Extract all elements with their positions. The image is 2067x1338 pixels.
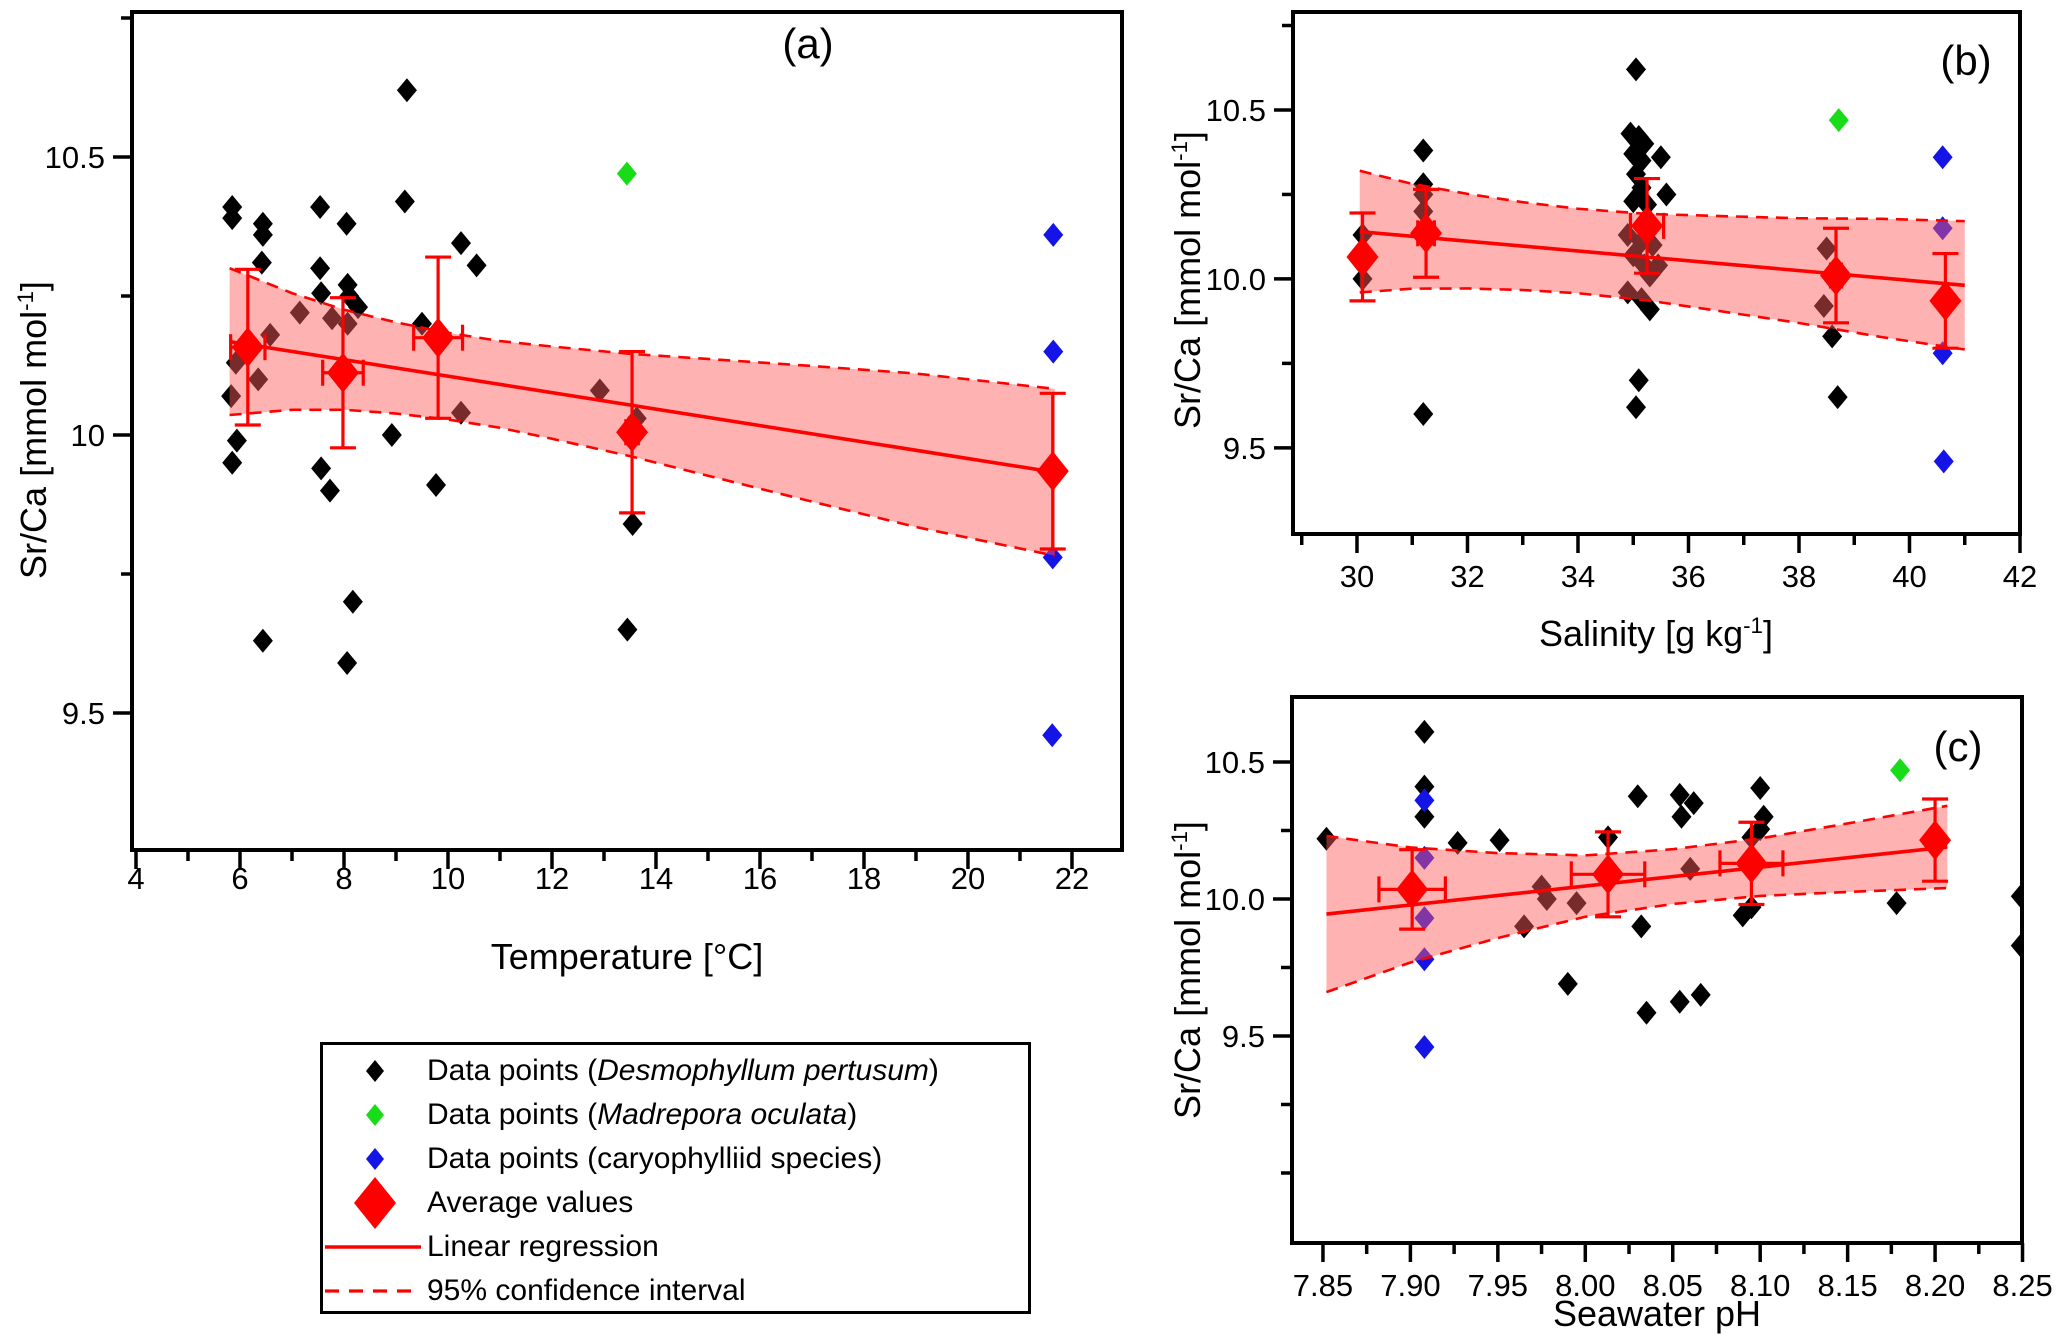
panel-letter-a: (a) (782, 20, 834, 67)
legend-label (427, 1230, 659, 1264)
legend-label-species: Desmophyllum pertusum (597, 1054, 929, 1087)
y-title-c-post: ] (1167, 821, 1208, 832)
desmophyllum-point (310, 256, 330, 280)
legend-item-madrepora (323, 1093, 1028, 1137)
legend-box (320, 1042, 1031, 1314)
desmophyllum-point (252, 251, 272, 275)
x-axis-title-c (1553, 1293, 1761, 1335)
madrepora-point (1890, 758, 1910, 782)
x-tick-label: 12 (534, 861, 570, 896)
x-title-c-pre: Seawater pH (1552, 1293, 1762, 1334)
desmophyllum-point (1651, 145, 1671, 169)
y-tick-label: 10 (70, 418, 105, 454)
legend-label-pre: Data points (caryophylliid species) (427, 1142, 883, 1175)
x-tick-label: 42 (2002, 559, 2038, 594)
desmophyllum-point (1887, 891, 1907, 915)
legend-label-post: ) (928, 1054, 939, 1087)
desmophyllum-point (311, 456, 331, 480)
caryophylliid-point (1042, 723, 1062, 747)
desmophyllum-point (1413, 139, 1433, 163)
panel-a-data (221, 78, 1069, 747)
y-axis-title-b (1167, 131, 1209, 429)
y-title-b-sup: -1 (1167, 141, 1192, 161)
x-title-a-pre: Temperature [°C] (490, 936, 764, 977)
desmophyllum-point (1656, 182, 1676, 206)
legend-label-species: Madrepora oculata (597, 1098, 848, 1131)
x-tick-label: 8.25 (1992, 1268, 2053, 1303)
desmophyllum-point (426, 473, 446, 497)
legend-label-pre: 95% confidence interval (427, 1274, 746, 1307)
x-tick-label: 7.85 (1292, 1268, 1354, 1303)
x-tick-label: 8.05 (1642, 1268, 1703, 1303)
legend-item-average (323, 1181, 1028, 1225)
desmophyllum-point (467, 253, 487, 277)
y-tick-label: 10.0 (1204, 881, 1265, 917)
desmophyllum-point (1629, 368, 1649, 392)
caryophylliid-point (1934, 449, 1954, 473)
legend-label-post: ) (847, 1098, 858, 1131)
legend-label-pre: Data points ( (427, 1098, 598, 1131)
x-tick-label: 8.20 (1904, 1268, 1966, 1303)
desmophyllum-point (1413, 402, 1433, 426)
legend-item-confidence (323, 1269, 1028, 1313)
x-tick-label: 10 (430, 861, 466, 896)
desmophyllum-point (1490, 828, 1510, 852)
desmophyllum-point (395, 189, 415, 213)
desmophyllum-point (382, 423, 402, 447)
legend-label (427, 1098, 857, 1132)
desmophyllum-point (1637, 1001, 1657, 1025)
desmophyllum-point (617, 618, 637, 642)
desmophyllum-point (343, 590, 363, 614)
caryophylliid-point (1414, 1035, 1434, 1059)
x-tick-label: 8.15 (1817, 1268, 1878, 1303)
legend-label-pre: Average values (427, 1186, 634, 1219)
panel-b (1206, 12, 2038, 594)
desmophyllum-point (1631, 914, 1651, 938)
desmophyllum-point (451, 231, 471, 255)
x-tick-label: 8.00 (1555, 1268, 1616, 1303)
x-title-b-sup: -1 (1743, 613, 1763, 638)
x-tick-label: 16 (742, 861, 778, 896)
x-tick-label: 20 (950, 861, 986, 896)
y-title-b-pre: Sr/Ca [mmol mol (1167, 160, 1208, 429)
legend-marker-svg (323, 1263, 427, 1319)
desmophyllum-point (1626, 57, 1646, 81)
x-tick-label: 22 (1054, 861, 1090, 896)
y-tick-label: 10.5 (1204, 744, 1265, 780)
caryophylliid-point (1043, 340, 1063, 364)
plot-border (1292, 697, 2022, 1243)
legend-item-desmophyllum (323, 1049, 1028, 1093)
panel-a (45, 12, 1122, 896)
y-title-a-pre: Sr/Ca [mmol mol (13, 310, 54, 579)
desmophyllum-point (337, 651, 357, 675)
legend-label-pre: Linear regression (427, 1230, 659, 1263)
y-title-c-sup: -1 (1167, 831, 1192, 851)
y-tick-label: 10.0 (1205, 261, 1266, 297)
desmophyllum-point (1628, 784, 1648, 808)
desmophyllum-point (320, 479, 340, 503)
legend-item-regression (323, 1225, 1028, 1269)
x-tick-label: 7.90 (1380, 1268, 1441, 1303)
panel-letter-c: (c) (1933, 723, 1983, 770)
desmophyllum-point (1670, 990, 1690, 1014)
y-title-b-post: ] (1167, 131, 1208, 142)
x-tick-label: 8 (335, 861, 353, 896)
caryophylliid-point (1414, 788, 1434, 812)
x-axis-title-b (1539, 613, 1773, 655)
x-tick-label: 4 (127, 861, 145, 896)
desmophyllum-point (1414, 720, 1434, 744)
y-title-c-pre: Sr/Ca [mmol mol (1167, 850, 1208, 1119)
legend-label-pre: Data points ( (427, 1054, 598, 1087)
x-tick-label: 30 (1339, 559, 1375, 594)
x-tick-label: 14 (638, 861, 674, 896)
x-title-b-pre: Salinity [g kg (1539, 613, 1744, 654)
caryophylliid-point (1043, 223, 1063, 247)
panel-letter-b: (b) (1940, 37, 1992, 84)
red-dashed-line-icon (323, 1269, 427, 1313)
y-title-a-post: ] (13, 281, 54, 292)
desmophyllum-point (397, 78, 417, 102)
panel-c (1205, 697, 2053, 1303)
y-tick-label: 10.5 (44, 140, 105, 176)
desmophyllum-point (310, 195, 330, 219)
legend-label (427, 1186, 633, 1220)
y-title-a-sup: -1 (13, 291, 38, 311)
desmophyllum-point (623, 512, 643, 536)
desmophyllum-point (1691, 983, 1711, 1007)
desmophyllum-point (222, 451, 242, 475)
desmophyllum-point (1750, 776, 1770, 800)
desmophyllum-point (227, 429, 247, 453)
y-tick-label: 9.5 (61, 696, 105, 732)
legend-label (427, 1274, 746, 1308)
x-tick-label: 40 (1892, 559, 1927, 594)
legend-label (427, 1142, 882, 1176)
desmophyllum-point (337, 212, 357, 236)
x-tick-label: 18 (846, 861, 882, 896)
madrepora-point (617, 162, 637, 186)
x-tick-label: 34 (1560, 559, 1596, 594)
x-tick-label: 36 (1671, 559, 1706, 594)
x-title-b-post: ] (1762, 613, 1773, 654)
desmophyllum-point (1558, 972, 1578, 996)
x-tick-label: 38 (1781, 559, 1817, 594)
x-axis-title-a (491, 936, 764, 978)
x-tick-label: 7.95 (1467, 1268, 1529, 1303)
panel-b-data (1347, 57, 1965, 473)
madrepora-point (1829, 108, 1849, 132)
desmophyllum-point (253, 629, 273, 653)
x-tick-label: 8.10 (1730, 1268, 1791, 1303)
caryophylliid-point (1933, 145, 1953, 169)
legend-item-caryophylliid (323, 1137, 1028, 1181)
y-tick-label: 10.5 (1205, 92, 1266, 128)
legend-label (427, 1054, 939, 1088)
x-tick-label: 32 (1450, 559, 1485, 594)
y-tick-label: 9.5 (1222, 430, 1266, 466)
x-tick-label: 6 (231, 861, 249, 896)
y-tick-label: 9.5 (1221, 1018, 1265, 1054)
panel-c-data (1316, 720, 2030, 1059)
desmophyllum-point (1626, 395, 1646, 419)
y-axis-title-a (13, 281, 55, 579)
y-axis-title-c (1167, 821, 1209, 1119)
desmophyllum-point (1828, 385, 1848, 409)
